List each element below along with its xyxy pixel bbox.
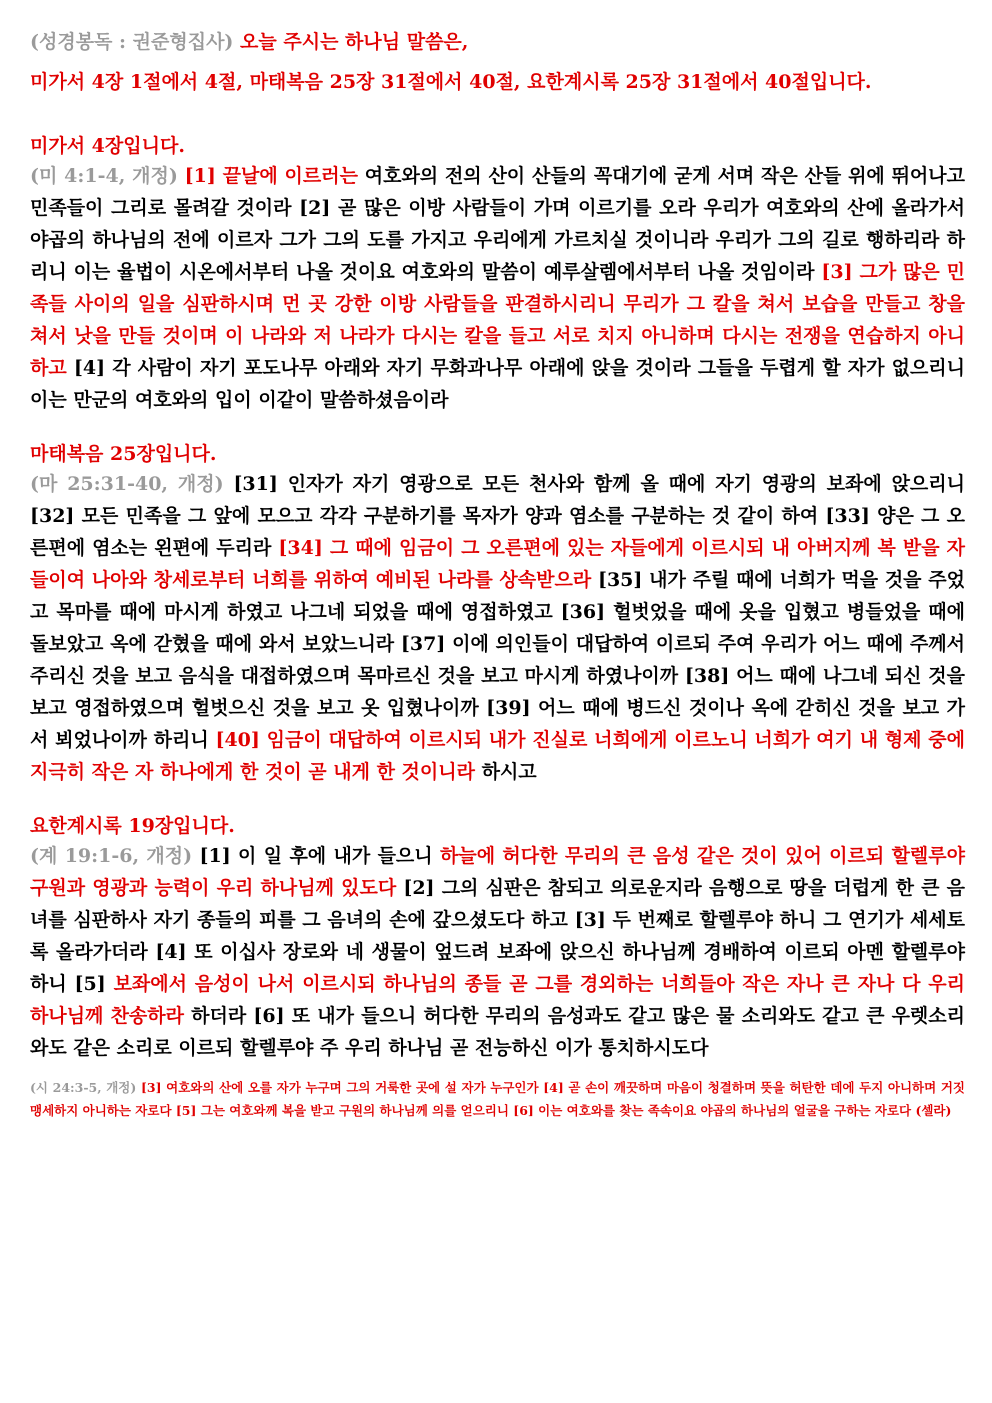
- passage-ref: (마 25:31-40, 개정): [30, 473, 224, 495]
- psalm-text: [3] 여호와의 산에 오를 자가 누구며 그의 거룩한 곳에 설 자가 누구인가 [4] 곧 손이 깨끗하며 마음이 청결하며 뜻을 허탄한 데에 두지 아니하며 거짓 맹세하지 아니하는 자로다 [5] 그는 여호와께 복을 받고 구원의 하나님께 의를 얻으리니 [6] 이는 여호와를 찾는 족속이요 야곱의 하나님의 얼굴을 구하는 자로다 (셀라): [30, 1080, 966, 1118]
- verse-segment: [1] 이 일 후에 내가 들으니: [199, 845, 433, 867]
- passage-ref: (계 19:1-6, 개정): [30, 845, 193, 867]
- verse-segment: 여호와의 전의 산이 산들의 꼭대기에 굳게 서며 작은 산들 위에 뛰어나고 민족들이 그리로 몰려갈 것이라 [2] 곧 많은 이방 사람들이 가며 이르기를 오라 우리가 여호와의 산에 올라가서 야곱의 하나님의 전에 이르자 그가 그의 도를 가지고 우리에게 가르치실 것이니라 우리가 그의 길로 행하리라 하리니 이는 율법이 시온에서부터 나올 것이요 여호와의 말씀이 예루살렘에서부터 나올 것임이라: [30, 165, 965, 283]
- document-page: [30, 22, 965, 1122]
- scripture-references: 미가서 4장 1절에서 4절, 마태복음 25장 31절에서 40절, 요한계시록 25장 31절에서 40절입니다.: [30, 71, 872, 93]
- verse-segment: [2] 그의 심판은 참되고 의로운지라 음행으로 땅을 더럽게 한 큰 음녀를 심판하사 자기 종들의 피를 그 음녀의 손에 갚으셨도다 하고 [3] 두 번째로 할렐루야 하니 그 연기가 세세토록 올라가더라 [4] 또 이십사 장로와 네 생물이 엎드려 보좌에 앉으신 하나님께 경배하여 이르되 아멘 할렐루야 하니 [5]: [30, 877, 965, 995]
- verse-segment: [31] 인자가 자기 영광으로 모든 천사와 함께 올 때에 자기 영광의 보좌에 앉으리니 [32] 모든 민족을 그 앞에 모으고 각각 구분하기를 목자가 양과 염소를 구분하는 것 같이 하여 [33] 양은 그 오른편에 염소는 왼편에 두리라: [30, 473, 965, 559]
- verse-segment: 하더라 [6] 또 내가 들으니 허다한 무리의 음성과도 같고 많은 물 소리와도 같고 큰 우렛소리와도 같은 소리로 이르되 할렐루야 주 우리 하나님 곧 전능하신 이가 통치하시도다: [30, 1005, 965, 1059]
- verse-segment: 하시고: [481, 761, 537, 783]
- verse-segment: [40] 임금이 대답하여 이르시되 내가 진실로 너희에게 이르노니 너희가 여기 내 형제 중에 지극히 작은 자 하나에게 한 것이 곧 내게 한 것이니라: [30, 729, 965, 783]
- psalm-ref: (시 24:3-5, 개정): [30, 1080, 137, 1095]
- passage-matthew: [30, 468, 965, 788]
- passage-ref: (미 4:1-4, 개정): [30, 165, 178, 187]
- passage-micah: [30, 160, 965, 416]
- section-title-matthew: 마태복음 25장입니다.: [30, 443, 217, 465]
- verse-segment: [35] 내가 주릴 때에 너희가 먹을 것을 주었고 목마를 때에 마시게 하였고 나그네 되었을 때에 영접하였고 [36] 헐벗었을 때에 옷을 입혔고 병들었을 때에 돌보았고 옥에 갇혔을 때에 와서 보았느니라 [37] 이에 의인들이 대답하여 이르되 주여 우리가 어느 때에 주께서 주리신 것을 보고 음식을 대접하였으며 목마르신 것을 보고 마시게 하였나이까 [38] 어느 때에 나그네 되신 것을 보고 영접하였으며 헐벗으신 것을 보고 옷 입혔나이까 [39] 어느 때에 병드신 것이나 옥에 갇히신 것을 보고 가서 뵈었나이까 하리니: [30, 569, 965, 751]
- verse-segment: [4] 각 사람이 자기 포도나무 아래와 자기 무화과나무 아래에 앉을 것이라 그들을 두렵게 할 자가 없으리니 이는 만군의 여호와의 입이 이같이 말씀하셨음이라: [30, 357, 966, 411]
- verse-segment: 보좌에서 음성이 나서 이르시되 하나님의 종들 곧 그를 경외하는 너희들아 작은 자나 큰 자나 다 우리 하나님께 찬송하라: [30, 973, 965, 1027]
- header-intro-line: [30, 22, 965, 62]
- psalm-passage: [30, 1076, 965, 1122]
- verse-segment: [3] 그가 많은 민족들 사이의 일을 심판하시며 먼 곳 강한 이방 사람들을 판결하시리니 무리가 그 칼을 쳐서 보습을 만들고 창을 쳐서 낫을 만들 것이며 이 나라와 저 나라가 다시는 칼을 들고 서로 치지 아니하며 다시는 전쟁을 연습하지 아니하고: [30, 261, 965, 379]
- section-title-revelation: 요한계시록 19장입니다.: [30, 815, 235, 837]
- verse-segment: [1] 끝날에 이르러는: [184, 165, 358, 187]
- reader-name: (성경봉독 : 권준형집사): [30, 31, 234, 53]
- verse-segment: [34] 그 때에 임금이 그 오른편에 있는 자들에게 이르시되 내 아버지께 복 받을 자들이여 나아와 창세로부터 너희를 위하여 예비된 나라를 상속받으라: [30, 537, 965, 591]
- section-title-micah: 미가서 4장입니다.: [30, 135, 185, 157]
- verse-segment: 하늘에 허다한 무리의 큰 음성 같은 것이 있어 이르되 할렐루야 구원과 영광과 능력이 우리 하나님께 있도다: [30, 845, 965, 899]
- intro-text: 오늘 주시는 하나님 말씀은,: [240, 31, 469, 53]
- passage-revelation: [30, 840, 965, 1064]
